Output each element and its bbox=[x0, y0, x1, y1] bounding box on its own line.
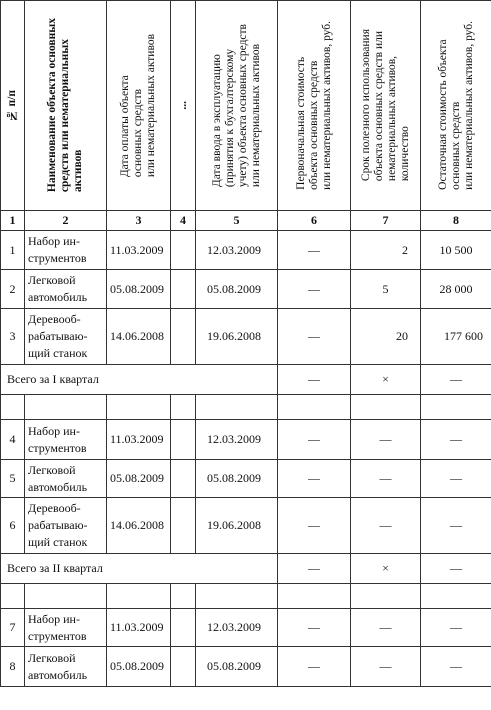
column-number-row bbox=[1, 211, 491, 231]
residual-value: — bbox=[421, 498, 491, 554]
asset-name: Легковой автомобиль bbox=[25, 647, 107, 687]
column-number: 2 bbox=[25, 211, 107, 231]
residual-value: — bbox=[421, 420, 491, 460]
residual-value: 10 500 bbox=[421, 231, 491, 270]
row-number: 4 bbox=[1, 420, 25, 460]
payment-date: 05.08.2009 bbox=[107, 460, 171, 498]
payment-date: 14.06.2008 bbox=[107, 309, 171, 365]
commissioning-date: 19.06.2008 bbox=[196, 309, 278, 365]
total-initial-cost: — bbox=[278, 365, 351, 395]
residual-value: — bbox=[421, 460, 491, 498]
useful-life: — bbox=[351, 609, 421, 647]
asset-name: Деревооб- рабатываю- щий станок bbox=[25, 309, 107, 365]
initial-cost: — bbox=[278, 609, 351, 647]
spacer-row bbox=[1, 584, 491, 609]
row-number: 5 bbox=[1, 460, 25, 498]
total-initial-cost: — bbox=[278, 554, 351, 584]
residual-value: 28 000 bbox=[421, 270, 491, 309]
table-row bbox=[1, 309, 491, 365]
commissioning-date: 19.06.2008 bbox=[196, 498, 278, 554]
column-number: 4 bbox=[171, 211, 196, 231]
header-asset-name: Наименование объекта основных средств или нематериальных активов bbox=[25, 1, 107, 211]
useful-life: 20 bbox=[351, 309, 421, 365]
quarter-total-label: Всего за II квартал bbox=[1, 554, 278, 584]
payment-date: 14.06.2008 bbox=[107, 498, 171, 554]
header-ellipsis: ... bbox=[171, 1, 196, 211]
header-initial-cost: Первоначальная стоимость объекта основных средств или нематериальных активов, руб. bbox=[278, 1, 351, 211]
payment-date: 11.03.2009 bbox=[107, 231, 171, 270]
useful-life: — bbox=[351, 460, 421, 498]
header-residual-value: Остаточная стоимость объекта основных средств или нематериальных активов, руб. bbox=[421, 1, 491, 211]
payment-date: 05.08.2009 bbox=[107, 270, 171, 309]
header-commissioning-date: Дата ввода в эксплуатацию (принятия к бухгалтерскому учету) объекта основных средств или нематериальных активов bbox=[196, 1, 278, 211]
quarter-total-row bbox=[1, 554, 491, 584]
row-number: 3 bbox=[1, 309, 25, 365]
column-number: 3 bbox=[107, 211, 171, 231]
useful-life: — bbox=[351, 420, 421, 460]
initial-cost: — bbox=[278, 309, 351, 365]
quarter-total-label: Всего за I квартал bbox=[1, 365, 278, 395]
extra-cell bbox=[171, 460, 196, 498]
asset-name: Набор ин- струментов bbox=[25, 231, 107, 270]
total-useful-life: × bbox=[351, 554, 421, 584]
row-number: 1 bbox=[1, 231, 25, 270]
column-number: 1 bbox=[1, 211, 25, 231]
row-number: 2 bbox=[1, 270, 25, 309]
extra-cell bbox=[171, 231, 196, 270]
initial-cost: — bbox=[278, 231, 351, 270]
header-number: № п/п bbox=[1, 1, 25, 211]
spacer-row bbox=[1, 395, 491, 420]
row-number: 7 bbox=[1, 609, 25, 647]
extra-cell bbox=[171, 609, 196, 647]
initial-cost: — bbox=[278, 498, 351, 554]
column-number: 7 bbox=[351, 211, 421, 231]
total-residual-value: — bbox=[421, 365, 491, 395]
residual-value: — bbox=[421, 609, 491, 647]
table-row bbox=[1, 270, 491, 309]
useful-life: — bbox=[351, 498, 421, 554]
header-useful-life: Срок полезного использования объекта основных средств или нематериальных активов, количество bbox=[351, 1, 421, 211]
asset-name: Набор ин- струментов bbox=[25, 609, 107, 647]
table-row bbox=[1, 420, 491, 460]
table-row bbox=[1, 498, 491, 554]
header-payment-date: Дата оплаты объекта основных средств или нематериальных активов bbox=[107, 1, 171, 211]
commissioning-date: 05.08.2009 bbox=[196, 460, 278, 498]
quarter-total-row bbox=[1, 365, 491, 395]
residual-value: 177 600 bbox=[421, 309, 491, 365]
row-number: 8 bbox=[1, 647, 25, 687]
total-residual-value: — bbox=[421, 554, 491, 584]
payment-date: 05.08.2009 bbox=[107, 647, 171, 687]
initial-cost: — bbox=[278, 647, 351, 687]
header-row bbox=[1, 1, 491, 211]
column-number: 6 bbox=[278, 211, 351, 231]
payment-date: 11.03.2009 bbox=[107, 420, 171, 460]
extra-cell bbox=[171, 420, 196, 460]
payment-date: 11.03.2009 bbox=[107, 609, 171, 647]
commissioning-date: 05.08.2009 bbox=[196, 270, 278, 309]
commissioning-date: 12.03.2009 bbox=[196, 231, 278, 270]
asset-name: Легковой автомобиль bbox=[25, 270, 107, 309]
extra-cell bbox=[171, 647, 196, 687]
table-row bbox=[1, 231, 491, 270]
initial-cost: — bbox=[278, 460, 351, 498]
useful-life: 5 bbox=[351, 270, 421, 309]
commissioning-date: 12.03.2009 bbox=[196, 420, 278, 460]
column-number: 8 bbox=[421, 211, 491, 231]
total-useful-life: × bbox=[351, 365, 421, 395]
initial-cost: — bbox=[278, 420, 351, 460]
extra-cell bbox=[171, 270, 196, 309]
useful-life: 2 bbox=[351, 231, 421, 270]
residual-value: — bbox=[421, 647, 491, 687]
commissioning-date: 12.03.2009 bbox=[196, 609, 278, 647]
row-number: 6 bbox=[1, 498, 25, 554]
extra-cell bbox=[171, 498, 196, 554]
commissioning-date: 05.08.2009 bbox=[196, 647, 278, 687]
table-row bbox=[1, 460, 491, 498]
table-row bbox=[1, 609, 491, 647]
extra-cell bbox=[171, 309, 196, 365]
asset-name: Легковой автомобиль bbox=[25, 460, 107, 498]
useful-life: — bbox=[351, 647, 421, 687]
column-number: 5 bbox=[196, 211, 278, 231]
asset-name: Деревооб- рабатываю- щий станок bbox=[25, 498, 107, 554]
table-row bbox=[1, 647, 491, 687]
initial-cost: — bbox=[278, 270, 351, 309]
asset-name: Набор ин- струментов bbox=[25, 420, 107, 460]
